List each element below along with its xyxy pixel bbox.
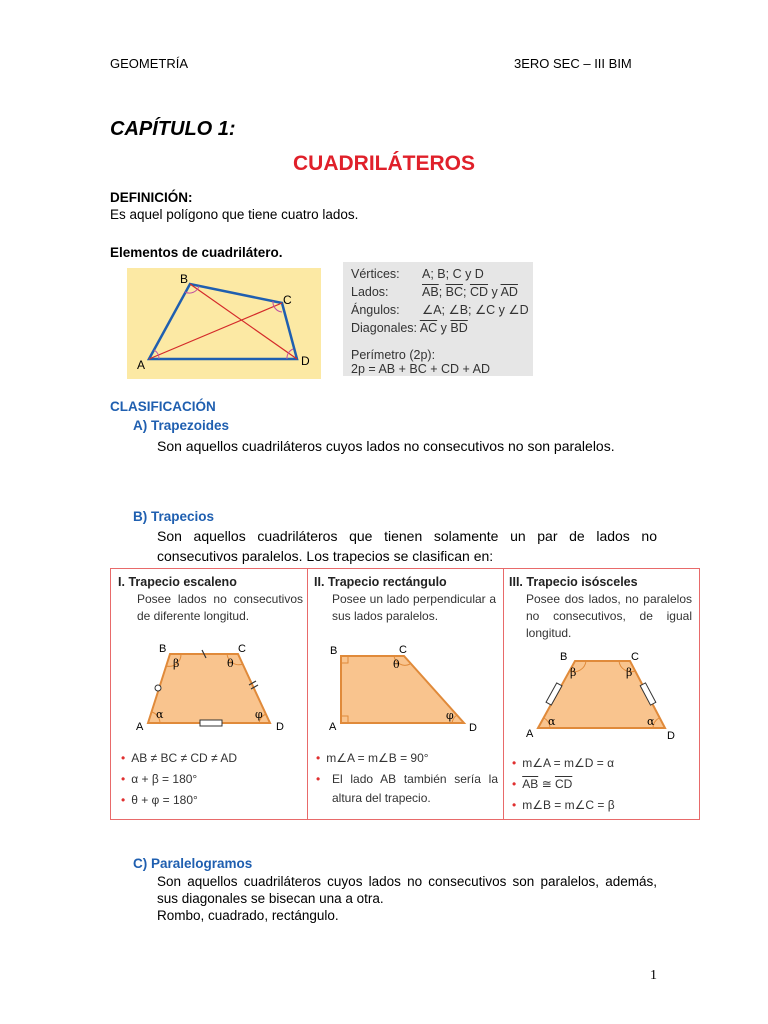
escaleno-num: I.: [118, 575, 125, 589]
escaleno-desc: Posee lados no consecutivos de diferente longitud.: [137, 592, 303, 623]
escaleno-title-text: Trapecio escaleno: [128, 575, 237, 589]
chapter-label: CAPÍTULO 1:: [110, 118, 236, 140]
rectangulo-figure: [326, 638, 496, 733]
rectangulo-label-d: D: [469, 722, 477, 733]
isosceles-label-b: B: [560, 651, 568, 663]
vertices-value: A; B; C y D: [422, 267, 484, 281]
page-title: CUADRILÁTEROS: [293, 152, 475, 175]
lados-y: y: [491, 285, 498, 299]
paralelogramos-heading: C) Paralelogramos: [133, 856, 253, 871]
rectangulo-title-text: Trapecio rectángulo: [327, 575, 447, 589]
rectangulo-num: II.: [314, 575, 325, 589]
vertex-c-label: C: [283, 293, 292, 307]
isosceles-label-alpha-d: α: [647, 715, 655, 728]
diagonales-label: Diagonales:: [351, 321, 418, 335]
bullet-dot: •: [121, 793, 126, 807]
escaleno-label-phi: φ: [255, 708, 263, 721]
diagonal-bd-text: $\overline{BD}$: [450, 321, 468, 335]
trapecios-heading: B) Trapecios: [133, 509, 215, 524]
isosceles-num: III.: [509, 575, 523, 589]
side-bc: $\overline{BC}$: [445, 285, 464, 299]
quadrilateral-figure: [127, 268, 321, 379]
isosceles-title: [509, 575, 638, 589]
bullet-dot: •: [316, 751, 321, 765]
rectangulo-bullet-2: • El lado AB también sería la altura del trapecio.: [316, 769, 498, 808]
vertex-d-label: D: [301, 354, 310, 368]
isosceles-label-beta: β: [570, 666, 577, 679]
bullet-dot: •: [316, 772, 321, 786]
isosceles-desc: Posee dos lados, no paralelos no consecutivos, de igual longitud.: [526, 592, 692, 640]
vertex-a-label: A: [137, 358, 146, 372]
trapezoides-heading: A) Trapezoides: [133, 418, 230, 433]
rectangulo-label-c: C: [399, 644, 407, 656]
escaleno-bullet-2: • α + β = 180°: [121, 772, 198, 786]
paralelogramos-examples: Rombo, cuadrado, rectángulo.: [157, 908, 339, 923]
bullet-dot: •: [512, 798, 517, 812]
trapezoides-text: Son aquellos cuadriláteros cuyos lados no consecutivos no son paralelos.: [157, 438, 615, 454]
perimetro-formula: 2p = AB + BC + CD + AD: [351, 362, 490, 376]
bullet-dot: •: [121, 751, 126, 765]
isosceles-bullet-1: • m∠A = m∠D = α: [512, 756, 615, 770]
rectangulo-label-a: A: [329, 721, 337, 733]
header-grade: 3ERO SEC – III BIM: [514, 56, 632, 71]
escaleno-label-d: D: [276, 721, 284, 733]
escaleno-mark-ab: [155, 685, 161, 691]
escaleno-label-a: A: [136, 721, 144, 733]
paralelogramos-text: Son aquellos cuadriláteros cuyos lados no consecutivos son paralelos, además, sus diagonales se bisecan una a otra.: [157, 874, 657, 906]
lados-label: Lados:: [351, 285, 389, 299]
rectangulo-label-theta: θ: [393, 658, 400, 671]
escaleno-label-beta: β: [173, 657, 180, 670]
escaleno-figure: [130, 638, 300, 733]
isosceles-bullet-2: • $\overline{AB}$ ≅ $\overline{CD}$: [512, 777, 573, 791]
bullet-dot: •: [121, 772, 126, 786]
isosceles-label-alpha: α: [548, 715, 556, 728]
isosceles-label-a: A: [526, 728, 534, 740]
escaleno-bullet-1: • AB ≠ BC ≠ CD ≠ AD: [121, 751, 237, 765]
side-cd: $\overline{CD}$: [469, 285, 489, 299]
escaleno-label-c: C: [238, 643, 246, 655]
panel-divider-1: [307, 569, 308, 819]
elements-info-box: Vértices: A; B; C y D Lados: $\overline{AB}$; $\overline{BC}$; $\overline{CD}$ y $\overline{AD}$ Ángulos: ∠A; ∠B; ∠C y ∠D Diagonales: $\overline{AC}$ y $\overline{BD}$ Perímetro (2p): 2p = AB + BC + CD + AD: [343, 262, 533, 376]
rectangulo-desc: Posee un lado perpendicular a sus lados paralelos.: [332, 592, 496, 623]
isosceles-figure: [520, 648, 690, 743]
angulos-value: ∠A; ∠B; ∠C y ∠D: [422, 303, 529, 317]
rectangulo-label-phi: φ: [446, 709, 454, 722]
escaleno-bullet-3: • θ + φ = 180°: [121, 793, 198, 807]
isosceles-title-text: Trapecio isósceles: [526, 575, 638, 589]
diag-y: y: [440, 321, 447, 335]
panel-divider-2: [503, 569, 504, 819]
perimetro-label: Perímetro (2p):: [351, 348, 436, 362]
diagonal-ac-text: $\overline{AC}$: [419, 321, 438, 335]
classification-heading: CLASIFICACIÓN: [110, 399, 216, 414]
rectangulo-bullet-1: • m∠A = m∠B = 90°: [316, 751, 429, 765]
definition-heading: DEFINICIÓN:: [110, 190, 193, 205]
vertex-b-label: B: [180, 272, 189, 286]
isosceles-label-beta-c: β: [626, 666, 633, 679]
bullet-dot: •: [512, 777, 517, 791]
vertices-label: Vértices:: [351, 267, 400, 281]
trapecios-text: Son aquellos cuadriláteros que tienen solamente un par de lados no consecutivos paralelos. Los trapecios se clasifican en:: [157, 528, 657, 564]
header-subject: GEOMETRÍA: [110, 56, 189, 71]
figure-background: [127, 268, 321, 379]
bullet-dot: •: [512, 756, 517, 770]
rectangulo-label-b: B: [330, 645, 338, 657]
elements-heading: Elementos de cuadrilátero.: [110, 245, 283, 260]
isosceles-label-d: D: [667, 730, 675, 742]
escaleno-label-alpha: α: [156, 708, 164, 721]
side-ad: $\overline{AD}$: [500, 285, 518, 299]
isosceles-bullet-3: • m∠B = m∠C = β: [512, 798, 615, 812]
page-number: 1: [650, 968, 657, 983]
escaleno-label-b: B: [159, 643, 167, 655]
definition-text: Es aquel polígono que tiene cuatro lados.: [110, 207, 359, 222]
escaleno-mark-ad: [200, 720, 222, 726]
angulos-label: Ángulos:: [351, 303, 400, 317]
side-ab: $\overline{AB}$: [422, 285, 439, 299]
isosceles-label-c: C: [631, 651, 639, 663]
rectangulo-title: [314, 575, 447, 589]
escaleno-label-theta: θ: [227, 657, 234, 670]
escaleno-title: [118, 575, 237, 589]
